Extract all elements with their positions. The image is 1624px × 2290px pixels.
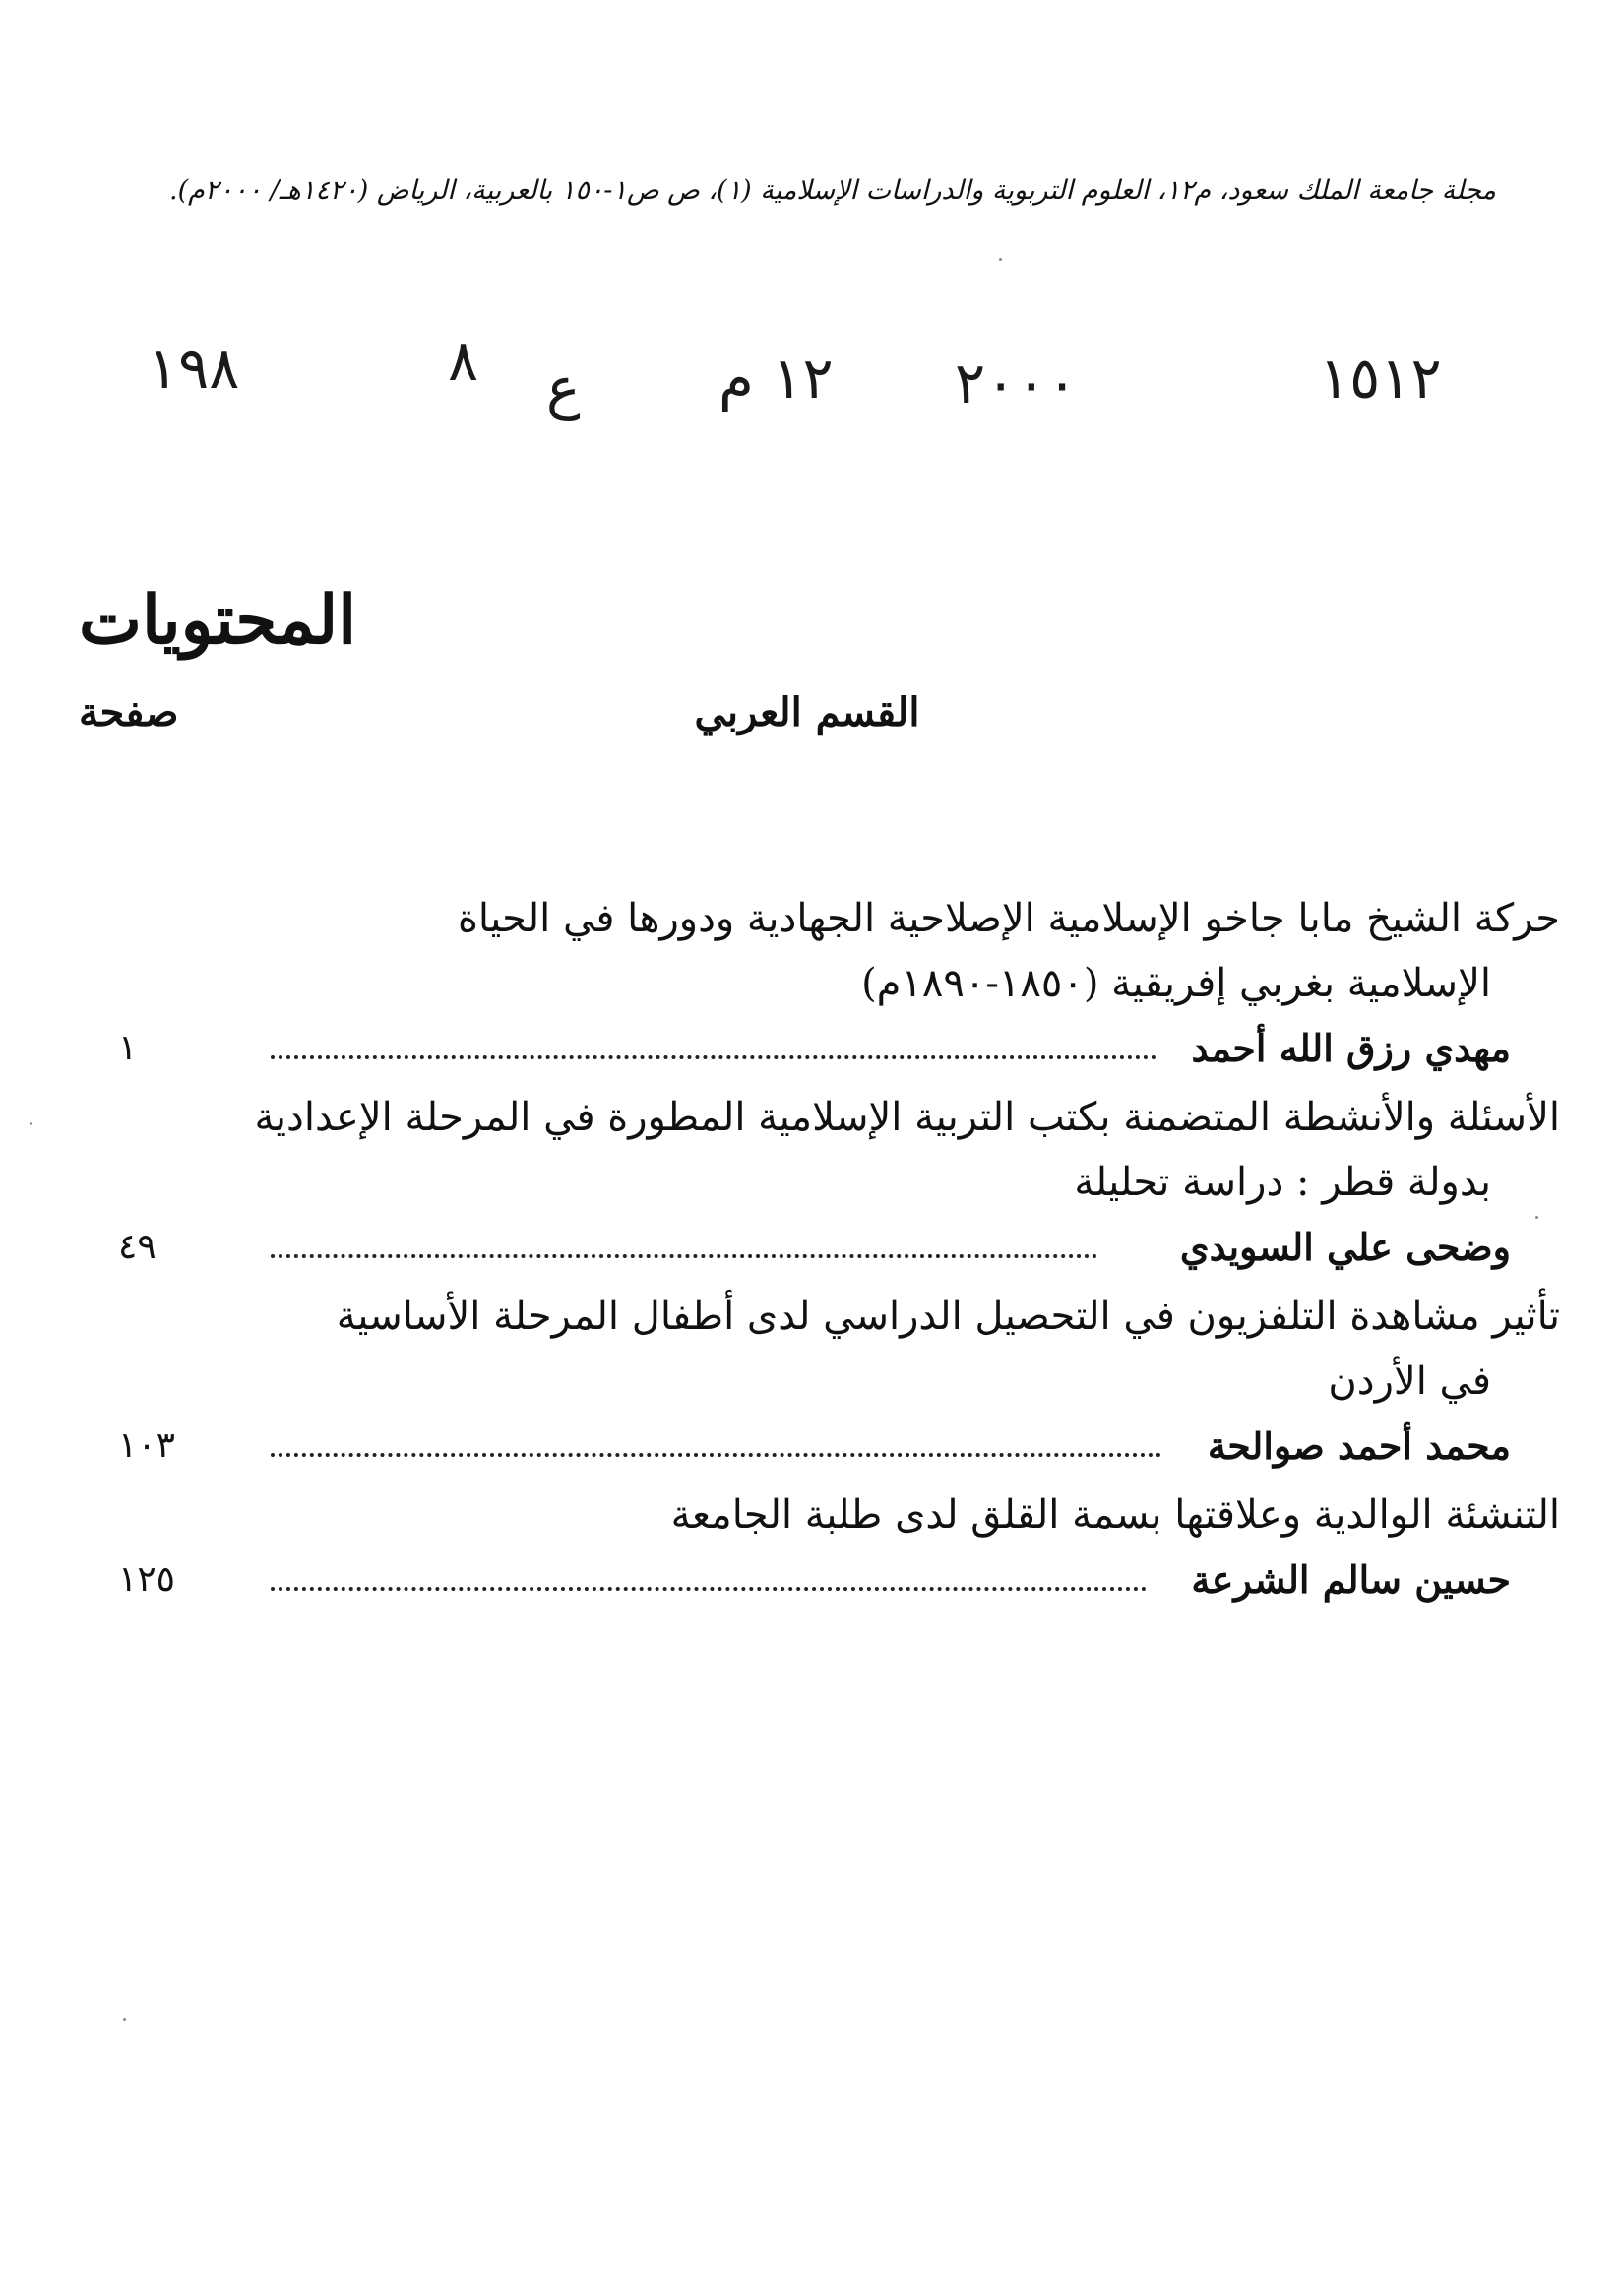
dot-leader [271, 1051, 1156, 1059]
entry-page-number: ١٠٣ [118, 1426, 176, 1466]
entry-author: وضحى علي السويدي [1179, 1225, 1511, 1269]
entry-author-row [118, 1016, 1560, 1081]
handwritten-note: ١٩٨ [148, 335, 240, 402]
entry-author-row [118, 1215, 1560, 1280]
scan-speck [1535, 1216, 1538, 1219]
entry-author: حسين سالم الشرعة [1191, 1558, 1511, 1602]
entry-page-number: ١ [118, 1028, 138, 1068]
entry-title-line: الأسئلة والأنشطة المتضمنة بكتب التربية الإسلامية المطورة في المرحلة الإعدادية [254, 1095, 1560, 1140]
scan-speck [123, 2018, 126, 2021]
entry-page-number: ١٢٥ [118, 1559, 176, 1600]
entry-author: محمد أحمد صوالحة [1207, 1424, 1511, 1468]
toc-entry [118, 1483, 1560, 1613]
toc-entry [118, 1085, 1560, 1280]
section-heading: القسم العربي [694, 689, 920, 735]
page-column-label: صفحة [79, 689, 179, 735]
entry-page-number: ٤٩ [118, 1227, 156, 1267]
scan-speck [30, 1122, 32, 1125]
entry-title-line: التنشئة الوالدية وعلاقتها بسمة القلق لدى طلبة الجامعة [670, 1493, 1560, 1538]
dot-leader [271, 1250, 1097, 1258]
contents-title: المحتويات [79, 581, 357, 660]
handwritten-note: ٢٠٠٠ [955, 350, 1078, 416]
scan-speck [999, 258, 1002, 261]
entry-title [561, 1483, 1560, 1548]
entry-title-line: تأثير مشاهدة التلفزيون في التحصيل الدراسي لدى أطفال المرحلة الأساسية [336, 1294, 1560, 1339]
journal-citation: مجلة جامعة الملك سعود، م١٢، العلوم التربوية والدراسات الإسلامية (١)، ص ص١-١٥٠ بالعربية، الرياض (١٤٢٠هـ/ ٢٠٠٠م). [169, 175, 1496, 206]
toc-entry [118, 1284, 1560, 1479]
entry-title-line: الإسلامية بغربي إفريقية (١٨٥٠-١٨٩٠م) [861, 961, 1491, 1006]
handwritten-note: ع [546, 354, 581, 421]
toc-entry [118, 886, 1560, 1081]
entry-author-row [118, 1548, 1560, 1613]
dot-leader [271, 1583, 1147, 1591]
table-of-contents [118, 886, 1560, 1613]
handwritten-note: ١٢ م [718, 345, 834, 412]
entry-title [118, 1085, 1560, 1215]
entry-title [236, 1284, 1560, 1414]
entry-author-row [118, 1414, 1560, 1479]
handwritten-note: ١٥١٢ [1319, 345, 1442, 412]
handwritten-annotations [0, 327, 1624, 453]
entry-title-line: بدولة قطر : دراسة تحليلة [1074, 1160, 1491, 1205]
entry-title-line: في الأردن [1328, 1359, 1491, 1404]
entry-title-line: حركة الشيخ مابا جاخو الإسلامية الإصلاحية الجهادية ودورها في الحياة [457, 896, 1560, 941]
entry-author: مهدي رزق الله أحمد [1191, 1026, 1511, 1070]
entry-title [310, 886, 1560, 1016]
dot-leader [271, 1449, 1161, 1457]
handwritten-note: ٨ [448, 327, 479, 394]
